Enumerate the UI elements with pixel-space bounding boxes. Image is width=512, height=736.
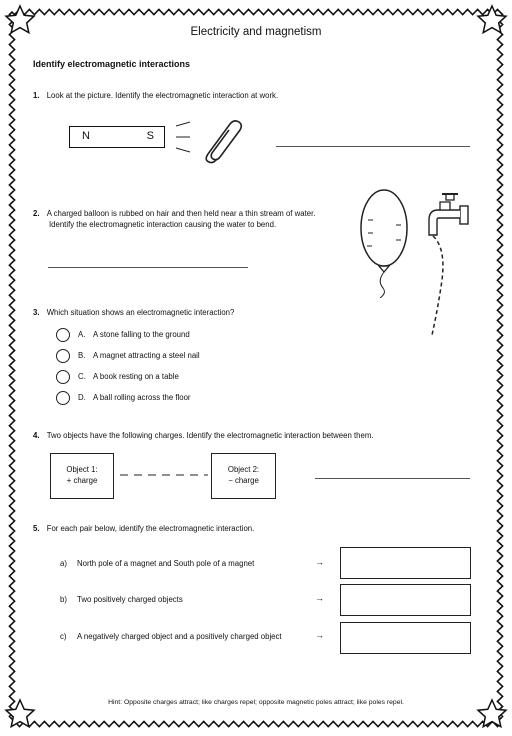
balloon-icon (355, 188, 415, 298)
option-c-letter: C. (78, 372, 86, 381)
question-number: 5. (33, 524, 40, 533)
arrow-icon: → (315, 593, 324, 603)
answer-box-c[interactable] (340, 622, 471, 654)
question-number: 2. (33, 209, 40, 218)
question-text: Two objects have the following charges. Identify the electromagnetic interaction between them. (46, 431, 374, 440)
option-a-letter: A. (78, 330, 86, 339)
question-3 (33, 307, 234, 318)
question-5 (33, 523, 254, 534)
bar-magnet (69, 126, 165, 148)
option-c-text: A book resting on a table (93, 372, 179, 381)
option-d-radio[interactable] (56, 391, 70, 405)
object-2-charge: − charge (228, 476, 259, 485)
option-b-letter: B. (78, 351, 86, 360)
question-number: 1. (33, 91, 40, 100)
pair-c-letter: c) (60, 632, 67, 641)
answer-box-a[interactable] (340, 547, 471, 579)
option-b-text: A magnet attracting a steel nail (93, 351, 200, 360)
question-text: A charged balloon is rubbed on hair and then held near a thin stream of water. (46, 209, 316, 218)
pair-a-letter: a) (60, 559, 67, 568)
object-2-box (211, 453, 276, 499)
object-1-charge: + charge (66, 476, 98, 485)
option-d-text: A ball rolling across the floor (93, 393, 191, 402)
pair-b-letter: b) (60, 595, 67, 604)
section-subtitle: Identify electromagnetic interactions (33, 59, 191, 69)
object-2-label: Object 2: (227, 465, 260, 474)
paperclip-icon (172, 116, 252, 164)
answer-line-q2[interactable] (48, 267, 248, 268)
object-1-box (50, 453, 114, 499)
question-text: Which situation shows an electromagnetic interaction? (46, 308, 235, 317)
page-title: Electricity and magnetism (190, 26, 322, 38)
question-number: 4. (33, 431, 40, 440)
south-pole-label: S (146, 130, 154, 142)
option-a-radio[interactable] (56, 328, 70, 342)
question-1 (33, 90, 278, 101)
question-number: 3. (33, 308, 40, 317)
arrow-icon: → (315, 630, 324, 640)
answer-line-q4[interactable] (315, 478, 470, 479)
question-4 (33, 430, 373, 441)
hint-text: Hint: Opposite charges attract; like charges repel; opposite magnetic poles attract; like poles repel. (108, 699, 404, 706)
dashed-connector (118, 472, 210, 478)
pair-b-text: Two positively charged objects (77, 595, 183, 604)
object-1-label: Object 1: (66, 465, 98, 474)
north-pole-label: N (82, 130, 90, 142)
question-text: For each pair below, identify the electromagnetic interaction. (46, 524, 255, 533)
question-text: Look at the picture. Identify the electromagnetic interaction at work. (46, 91, 279, 100)
answer-box-b[interactable] (340, 584, 471, 616)
tap-icon (420, 190, 480, 340)
option-c-radio[interactable] (56, 370, 70, 384)
arrow-icon: → (315, 557, 324, 567)
question-2 (33, 208, 315, 230)
pair-a-text: North pole of a magnet and South pole of a magnet (77, 559, 255, 568)
pair-c-text: A negatively charged object and a positively charged object (77, 632, 282, 641)
option-b-radio[interactable] (56, 349, 70, 363)
option-d-letter: D. (78, 393, 86, 402)
question-text: Identify the electromagnetic interaction causing the water to bend. (49, 220, 277, 229)
option-a-text: A stone falling to the ground (93, 330, 190, 339)
answer-line-q1[interactable] (276, 146, 470, 147)
